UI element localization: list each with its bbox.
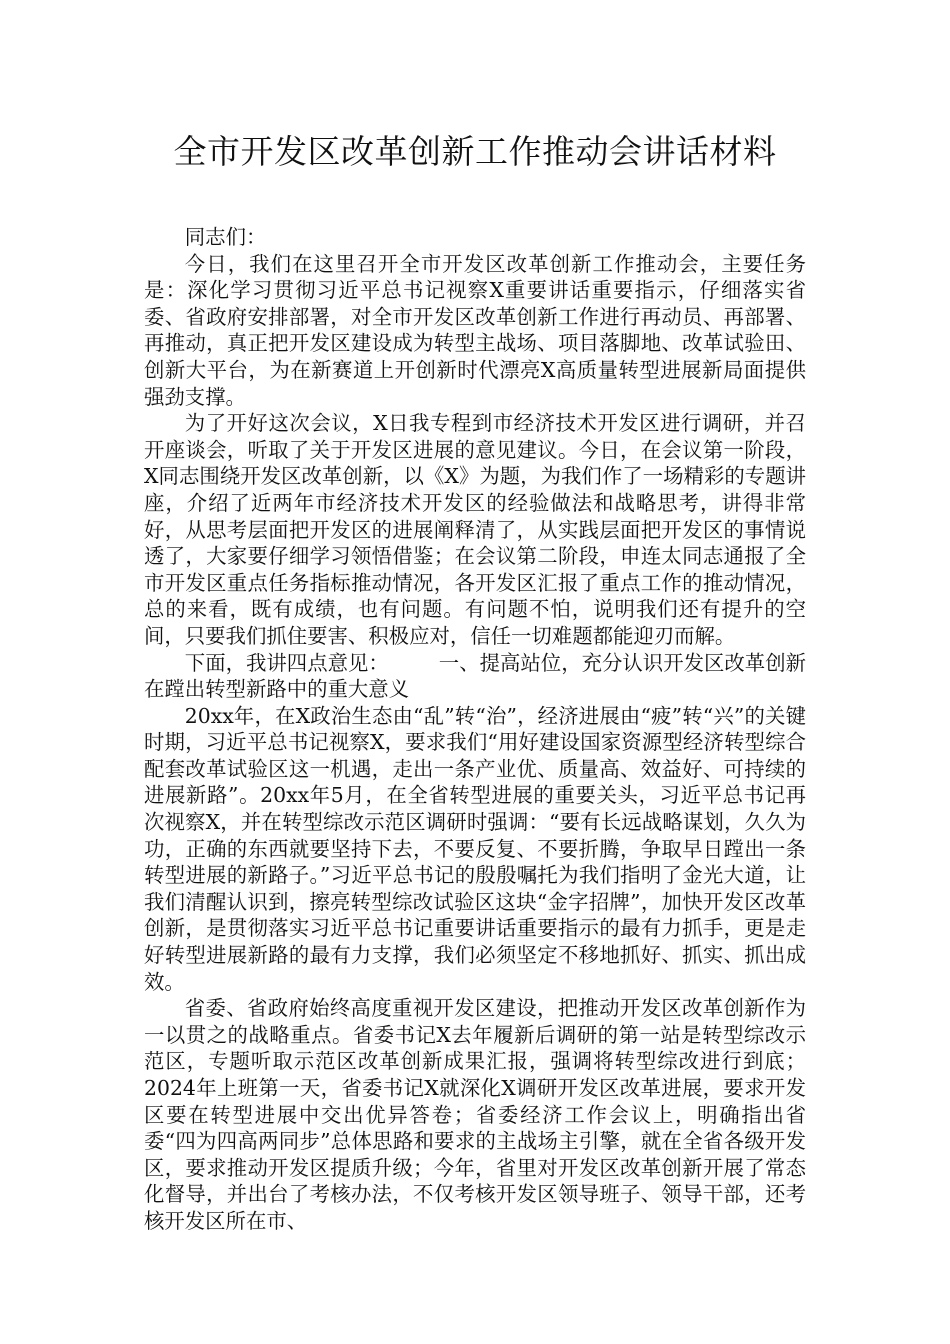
- paragraph-1: 今日，我们在这里召开全市开发区改革创新工作推动会，主要任务是：深化学习贯彻习近平总书记视察X重要讲话重要指示，仔细落实省委、省政府安排部署，对全市开发区改革创新工作进行再动员、再部署、再推动，真正把开发区建设成为转型主战场、项目落脚地、改革试验田、创新大平台，为在新赛道上开创新时代漂亮X高质量转型进展新局面提供强劲支撑。: [144, 251, 806, 409]
- paragraph-2: 为了开好这次会议，X日我专程到市经济技术开发区进行调研，并召开座谈会，听取了关于开发区进展的意见建议。今日，在会议第一阶段，X同志围绕开发区改革创新，以《X》为题，为我们作了一场精彩的专题讲座，介绍了近两年市经济技术开发区的经验做法和战略思考，讲得非常好，从思考层面把开发区的进展阐释清了，从实践层面把开发区的事情说透了，大家要仔细学习领悟借鉴；在会议第二阶段，申连太同志通报了全市开发区重点任务指标推动情况，各开发区汇报了重点工作的推动情况，总的来看，既有成绩，也有问题。有问题不怕，说明我们还有提升的空间，只要我们抓住要害、积极应对，信任一切难题都能迎刃而解。: [144, 411, 806, 648]
- remarks-intro: 下面，我讲四点意见：: [184, 650, 389, 675]
- paragraph-5: 省委、省政府始终高度重视开发区建设，把推动开发区改革创新作为一以贯之的战略重点。省委书记X去年履新后调研的第一站是转型综改示范区，专题听取示范区改革创新成果汇报，强调将转型综改进行到底；2024年上班第一天，省委书记X就深化X调研开发区改革进展，要求开发区要在转型进展中交出优异答卷；省委经济工作会议上，明确指出省委“四为四高两同步”总体思路和要求的主战场主引擎，就在全省各级开发区，要求推动开发区提质升级；今年，省里对开发区改革创新开展了常态化督导，并出台了考核办法，不仅考核开发区领导班子、领导干部，还考核开发区所在市、: [144, 996, 806, 1233]
- paragraph-4: 20xx年，在X政治生态由“乱”转“治”，经济进展由“疲”转“兴”的关键时期，习近平总书记视察X，要求我们“用好建设国家资源型经济转型综合配套改革试验区这一机遇，走出一条产业优、质量高、效益好、可持续的进展新路”。20xx年5月，在全省转型进展的重要关头，习近平总书记再次视察X，并在转型综改示范区调研时强调：“要有长远战略谋划，久久为功，正确的东西就要坚持下去，不要反复、不要折腾，争取早日蹚出一条转型进展的新路子。”习近平总书记的殷殷嘱托为我们指明了金光大道，让我们清醒认识到，擦亮转型综改试验区这块“金字招牌”，加快开发区改革创新，是贯彻落实习近平总书记重要讲话重要指示的最有力抓手，更是走好转型进展新路的最有力支撑，我们必须坚定不移地抓好、抓实、抓出成效。: [144, 703, 806, 994]
- document-title: 全市开发区改革创新工作推动会讲话材料: [173, 132, 777, 171]
- paragraph-3: [144, 650, 806, 703]
- section-heading-1: 一、提高站位，充分认识开发区改革创新在蹚出转型新路中的重大意义: [144, 650, 806, 702]
- greeting: 同志们：: [184, 225, 267, 249]
- document-body: [144, 224, 806, 1235]
